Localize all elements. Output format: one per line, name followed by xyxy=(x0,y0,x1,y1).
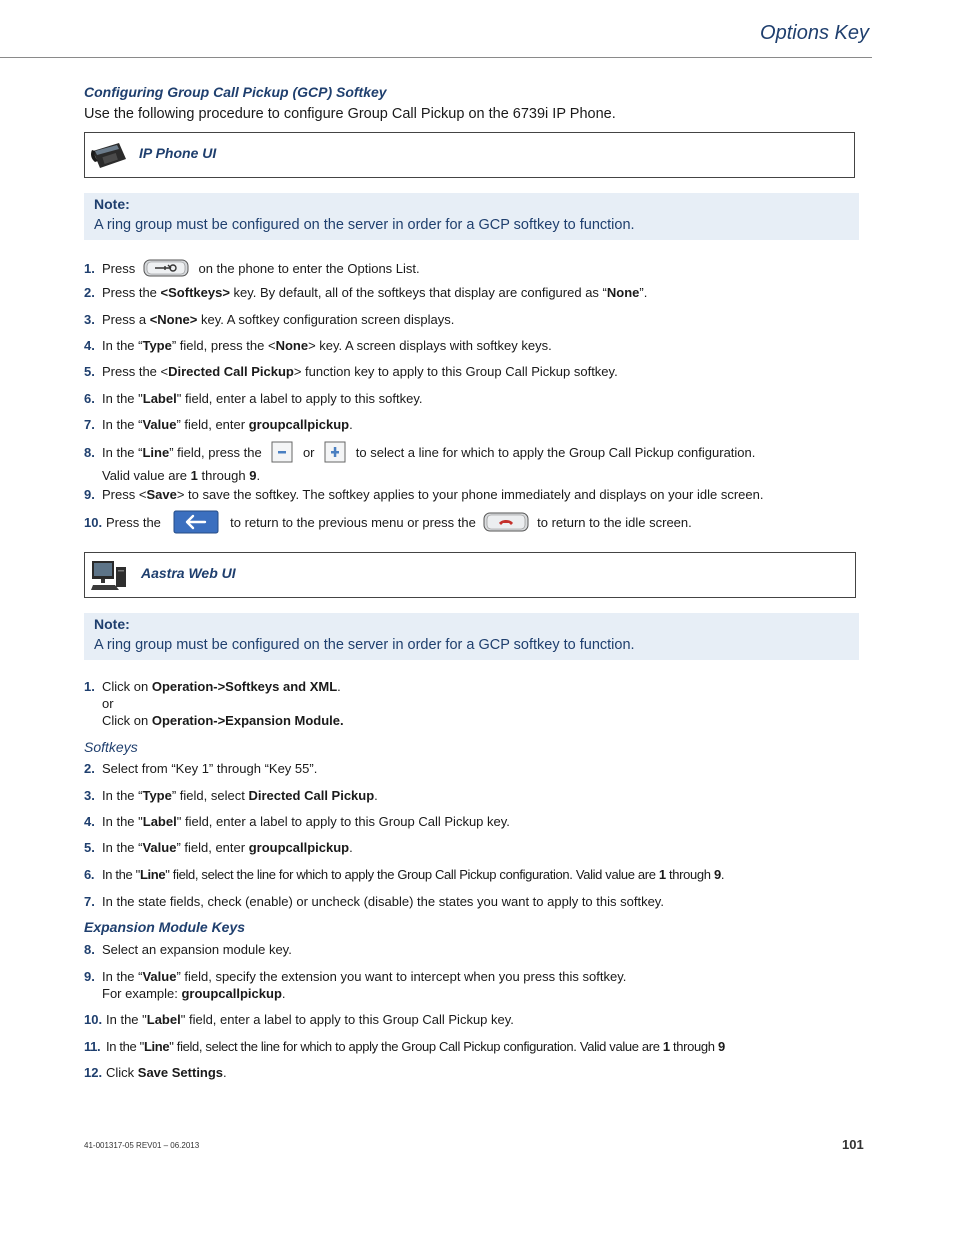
step-2: 2. Press the <Softkeys> key. By default, all of the softkeys that display are configured as “None”. xyxy=(84,285,648,300)
web-step-2: 2. Select from “Key 1” through “Key 55”. xyxy=(84,761,318,776)
softkeys-heading: Softkeys xyxy=(84,739,138,755)
page-header-title: Options Key xyxy=(760,22,869,44)
step-8: 8. In the “Line” field, press the or to select a line for which to apply the Group Call Pickup configuration. Valid value are 1 through 9. xyxy=(84,441,755,483)
back-key-icon xyxy=(165,510,227,537)
line-down-key-icon xyxy=(265,441,299,466)
note-box xyxy=(84,613,859,660)
intro-text: Use the following procedure to configure Group Call Pickup on the 6739i IP Phone. xyxy=(84,106,616,122)
step-7: 7. In the “Value” field, enter groupcallpickup. xyxy=(84,417,353,432)
page-number: 101 xyxy=(842,1137,864,1152)
footer-doc-id: 41-001317-05 REV01 – 06.2013 xyxy=(84,1141,200,1150)
web-step-11: 11. In the "Line" field, select the line for which to apply the Group Call Pickup configuration. Valid value are 1 through 9 xyxy=(84,1039,725,1054)
computer-icon xyxy=(89,557,131,598)
ip-phone-ui-box xyxy=(84,132,855,178)
web-step-6: 6. In the "Line" field, select the line for which to apply the Group Call Pickup configuration. Valid value are 1 through 9. xyxy=(84,867,725,882)
web-step-1: 1. Click on Operation->Softkeys and XML. or Click on Operation->Expansion Module. xyxy=(84,679,344,728)
aastra-web-ui-box xyxy=(84,552,856,598)
expansion-module-keys-heading: Expansion Module Keys xyxy=(84,919,246,935)
aastra-web-ui-label: Aastra Web UI xyxy=(141,565,236,581)
step-4: 4. In the “Type” field, press the <None> key. A screen displays with softkey keys. xyxy=(84,338,552,353)
web-step-8: 8. Select an expansion module key. xyxy=(84,942,292,957)
note-box xyxy=(84,193,859,240)
ip-phone-ui-label: IP Phone UI xyxy=(139,145,217,161)
step-5: 5. Press the <Directed Call Pickup> function key to apply to this Group Call Pickup softkey. xyxy=(84,364,618,379)
web-step-9: 9. In the “Value” field, specify the extension you want to intercept when you press this softkey. For example: groupcallpickup. xyxy=(84,969,627,1001)
web-step-5: 5. In the “Value” field, enter groupcallpickup. xyxy=(84,840,353,855)
phone-icon xyxy=(89,137,129,176)
section-title: Configuring Group Call Pickup (GCP) Softkey xyxy=(84,84,387,100)
note-text: A ring group must be configured on the server in order for a GCP softkey to function. xyxy=(94,217,635,233)
note-title: Note: xyxy=(94,616,130,632)
hangup-key-icon xyxy=(479,511,533,536)
web-step-7: 7. In the state fields, check (enable) or uncheck (disable) the states you want to apply to this softkey. xyxy=(84,894,664,909)
web-step-3: 3. In the “Type” field, select Directed Call Pickup. xyxy=(84,788,378,803)
options-key-icon xyxy=(139,258,195,281)
step-10: 10. Press the to return to the previous menu or press the to return to the idle screen. xyxy=(84,510,692,537)
web-step-10: 10. In the "Label" field, enter a label to apply to this Group Call Pickup key. xyxy=(84,1012,514,1027)
step-3: 3. Press a <None> key. A softkey configuration screen displays. xyxy=(84,312,455,327)
step-1: 1. Press on the phone to enter the Options List. xyxy=(84,258,420,281)
note-title: Note: xyxy=(94,196,130,212)
web-step-12: 12. Click Save Settings. xyxy=(84,1065,227,1080)
step-6: 6. In the "Label" field, enter a label to apply to this softkey. xyxy=(84,391,423,406)
note-text: A ring group must be configured on the server in order for a GCP softkey to function. xyxy=(94,637,635,653)
line-up-key-icon xyxy=(318,441,352,466)
web-step-4: 4. In the "Label" field, enter a label to apply to this Group Call Pickup key. xyxy=(84,814,510,829)
step-9: 9. Press <Save> to save the softkey. The softkey applies to your phone immediately and displays on your idle screen. xyxy=(84,487,764,502)
header-rule xyxy=(0,57,872,58)
